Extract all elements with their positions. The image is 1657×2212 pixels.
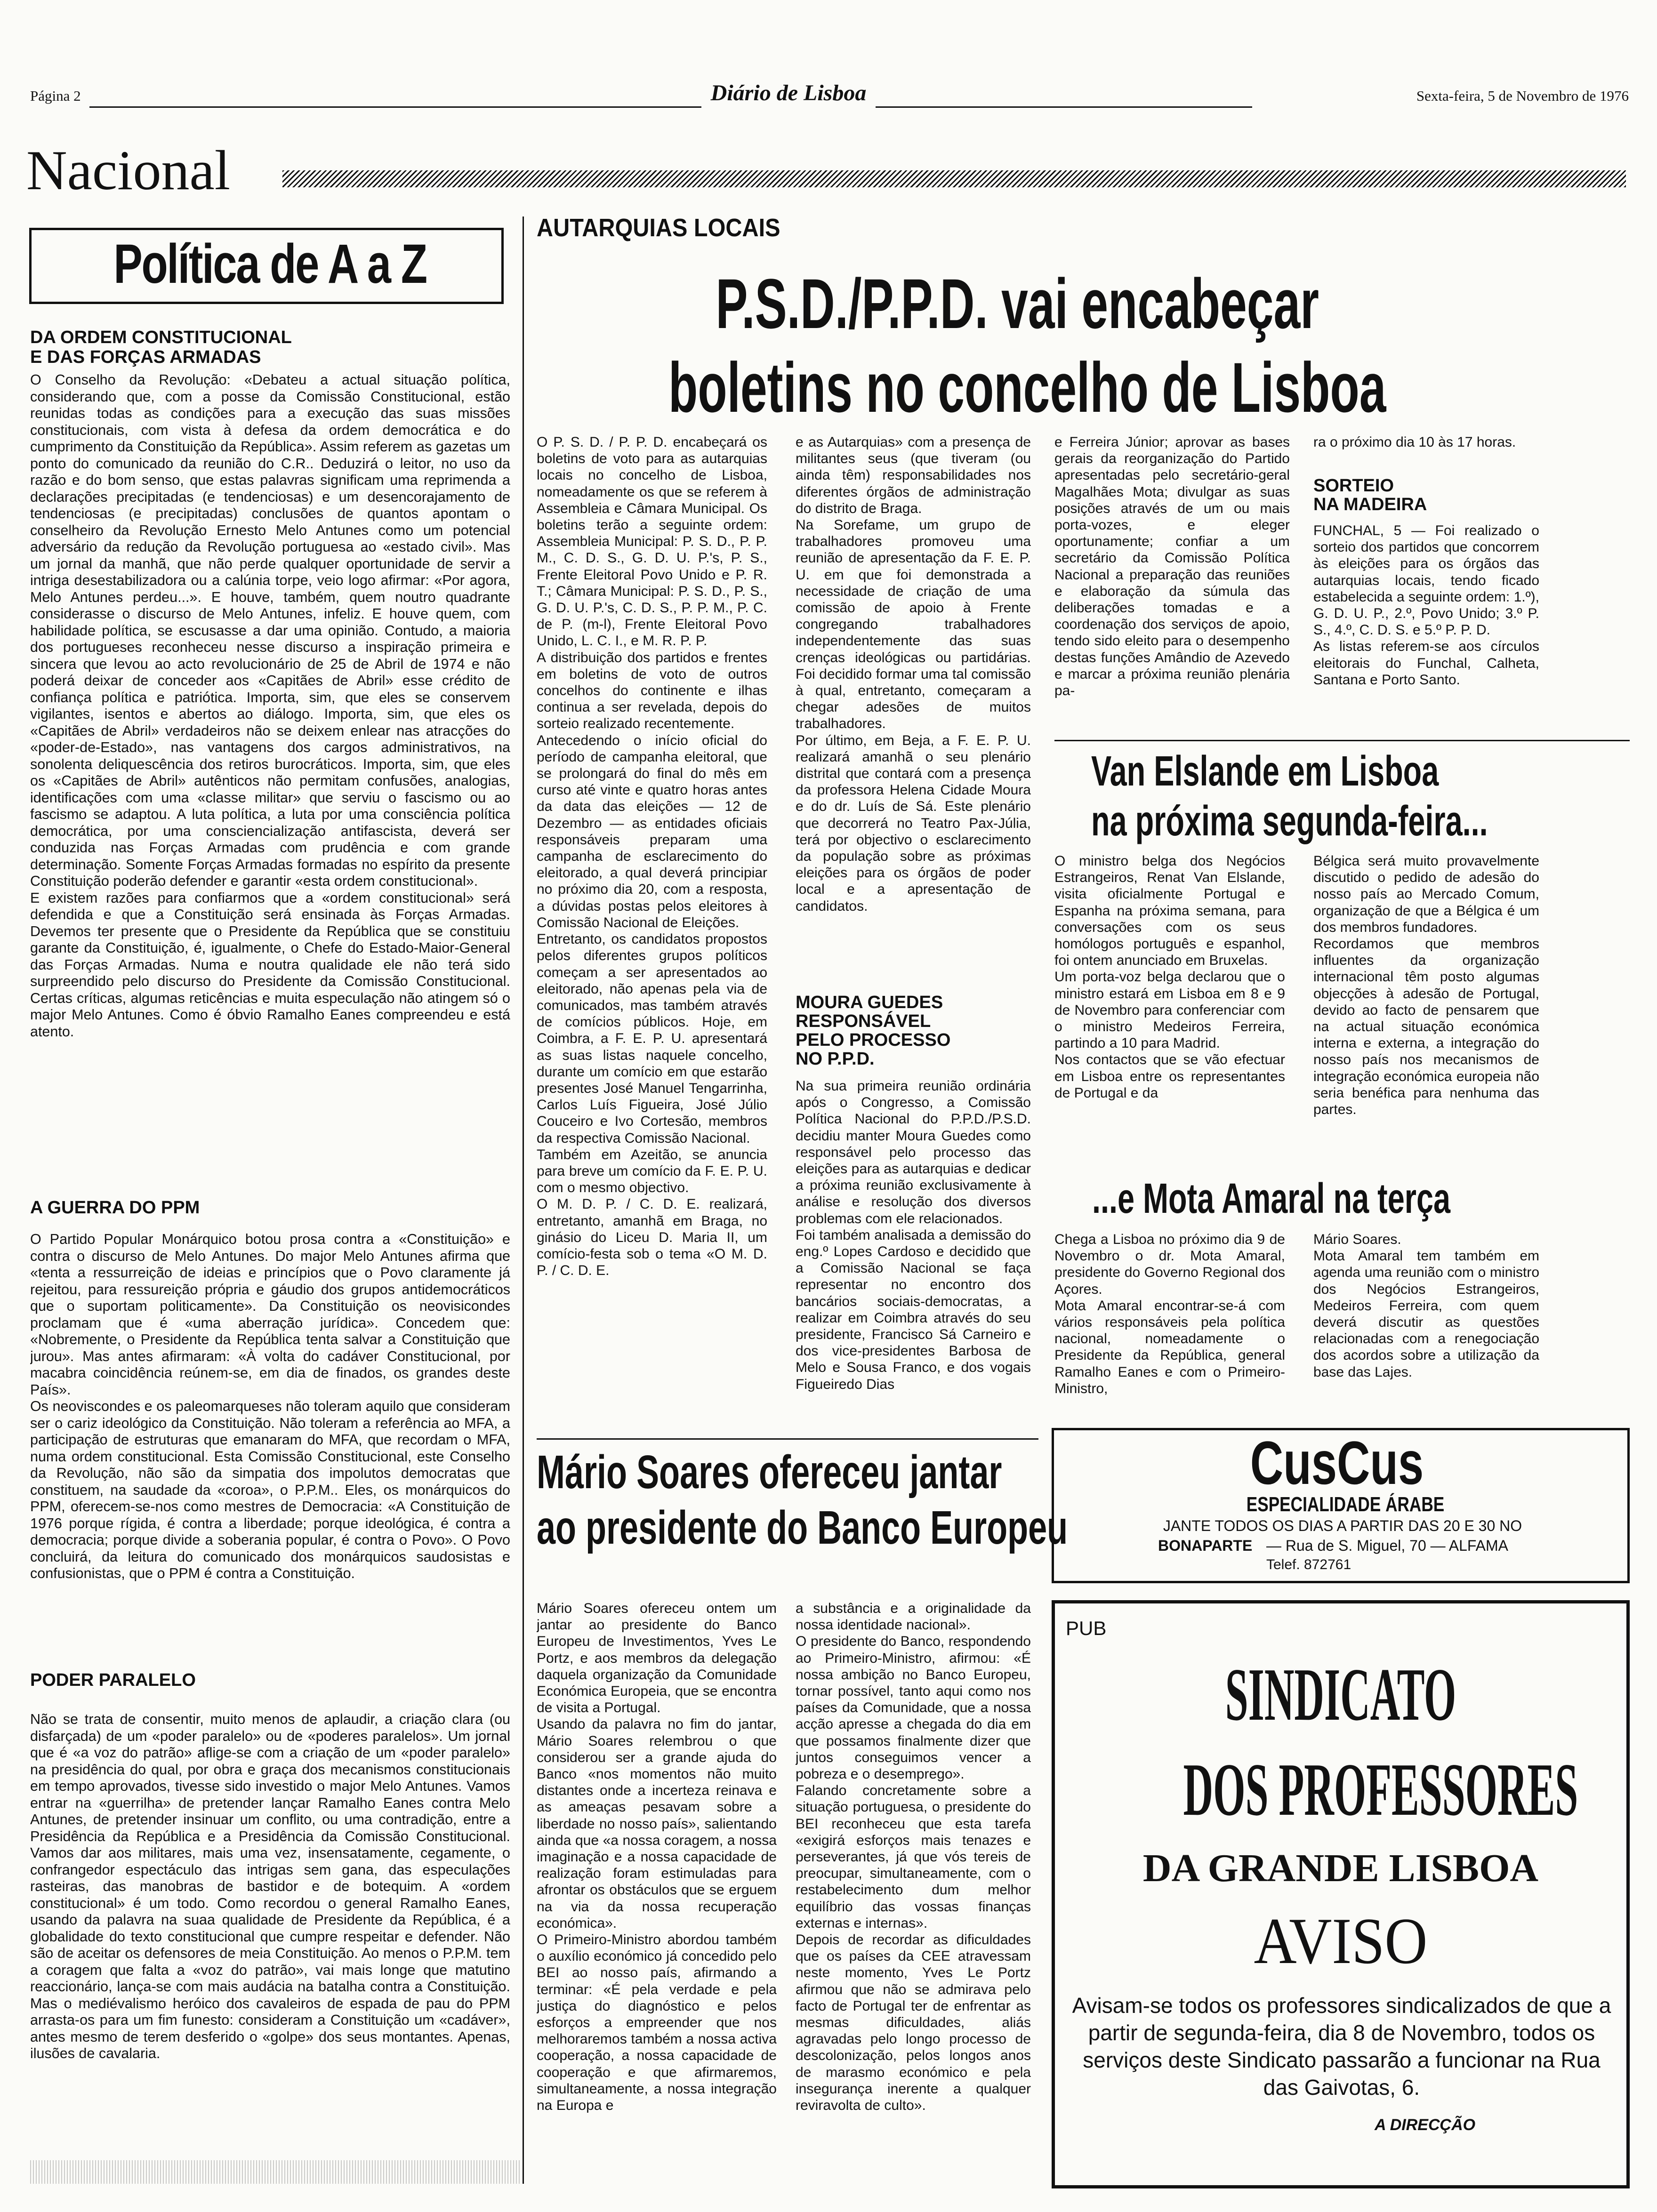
main-text-col4a: ra o próximo dia 10 às 17 horas. xyxy=(1313,434,1516,450)
column-divider-1 xyxy=(523,216,524,2184)
cuscus-phone: Telef. 872761 xyxy=(1266,1557,1351,1572)
van-divider-top xyxy=(1054,740,1630,741)
issue-date: Sexta-feira, 5 de Novembro de 1976 xyxy=(1416,88,1629,104)
main-text-col2a: e as Autarquias» com a presença de militantes seus (que tiveram (ou ainda têm) responsabilidades nos diferentes órgãos de administração do distrito de Braga. Na Sorefame, um grupo de trabalhadores promoveu uma reunião de apresentação da F. E. P. U. em que foi demonstrada a necessidade de criação de uma comissão de apoio à Frente congregando trabalhadores independentemente das suas crenças ideológicas ou partidárias. Foi decidido formar uma tal comissão à qual, entretanto, começaram a chegar adesões de muitos trabalhadores. Por último, em Beja, a F. E. P. U. realizará amanhã o seu plenário distrital que contará com a presença da professora Helena Cidade Moura e do dr. Luís de Sá. Este plenário que decorrerá no Teatro Pax-Júlia, terá por objectivo o esclarecimento da população sobre as próximas eleições para os órgãos de poder local e a apresentação de candidatos. xyxy=(796,434,1031,914)
heading-ordem-constitucional: DA ORDEM CONSTITUCIONAL E DAS FORÇAS ARMADAS xyxy=(30,328,292,367)
subhead-moura-guedes: MOURA GUEDES RESPONSÁVEL PELO PROCESSO NO P.P.D. xyxy=(796,993,951,1069)
mota-text-col1: Chega a Lisboa no próximo dia 9 de Novembro o dr. Mota Amaral, presidente do Governo Regional dos Açores. Mota Amaral encontrar-se-á com vários responsáveis pela política nacional, nomeadamente o Presidente da República, general Ramalho Eanes e com o Primeiro-Ministro, xyxy=(1054,1232,1285,1396)
pub-body: Avisam-se todos os professores sindicalizados de que a partir de segunda-feira, dia 8 de Novembro, todos os serviços deste Sindicato passarão a funcionar na Rua das Gaivotas, 6. xyxy=(1072,1993,1611,2100)
section-hatch-rule xyxy=(282,170,1626,187)
cuscus-specialty: ESPECIALIDADE ÁRABE xyxy=(1246,1493,1445,1516)
subhead-sorteio-madeira: SORTEIO NA MADEIRA xyxy=(1313,476,1427,514)
kicker: AUTARQUIAS LOCAIS xyxy=(537,214,780,242)
soares-headline-line1: Mário Soares ofereceu jantar xyxy=(537,1446,1002,1499)
bottom-noise-strip xyxy=(30,2160,520,2184)
soares-text-col2: a substância e a originalidade da nossa identidade nacional». O presidente do Banco, respondendo ao Primeiro-Ministro, afirmou: «É nossa ambição no Banco Europeu, tornar possível, tanto aqui como nos países da Comunidade, que a nossa acção apresse a chegada do dia em que possamos finalmente dizer que juntos conseguimos vencer a pobreza e o desemprego». Falando concretamente sobre a situação portuguesa, o presidente do BEI reconheceu que esta tarefa «exigirá esforços mais tenazes e perseverantes, já que vós tereis de preocupar, simultaneamente, com o restabelecimento dum melhor equilíbrio das vossas finanças externas e internas». Depois de recordar as dificuldades que os países da CEE atravessam neste momento, Yves Le Portz afirmou que não se admirava pelo facto de Portugal ter de enfrentar as mesmas dificuldades, aliás agravadas pelo longo processo de descolonização, pelos longos anos de marasmo económico e pela insegurança inerente a qualquer reviravolta de culto». xyxy=(796,1601,1031,2114)
soares-divider-top xyxy=(537,1438,1038,1440)
pub-line-grande-lisboa: DA GRANDE LISBOA xyxy=(1142,1846,1539,1890)
heading-guerra-ppm: A GUERRA DO PPM xyxy=(30,1198,200,1218)
pub-aviso: AVISO xyxy=(1254,1905,1428,1978)
van-text-col2: Bélgica será muito provavelmente discutido o pedido de adesão do nosso país ao Mercado Comum, organização de que a Bélgica é um dos membros fundadores. Recordamos que membros influentes da organização internacional têm posto algumas objecções à adesão de Portugal, devido ao facto de pensarem que na actual situação económica interna e externa, a integração do nosso país nos mecanismos de integração económica europeia não seria benéfica para nenhuma das partes. xyxy=(1313,853,1539,1118)
pub-line-sindicato: SINDICATO xyxy=(1225,1652,1456,1736)
text-poder-paralelo: Não se trata de consentir, muito menos de aplaudir, a criação clara (ou disfarçada) de um «poder paralelo» ou de «poderes paralelos». Um jornal que é «a voz do patrão» aflige-se com a criação de um «poder paralelo» na presidência do qual, por obra e graça dos mecanismos constitucionais em tempo aprovados, tivesse sido investido o major Melo Antunes. Vamos entrar na «guerrilha» de pretender lançar Ramalho Eanes contra Melo Antunes, de pretender insinuar um conflito, ou uma contradição, entre a Presidência da República e a Presidência da Comissão Constitucional. Vamos dar aos militares, mais uma vez, insensatamente, cegamente, o confrangedor espectáculo das intrigas sem gana, das especulações rasteiras, das manobras de bastidor e de botequim. A «ordem constitucional» é um todo. Como recordou o general Ramalho Eanes, usando da palavra na suaa qualidade de Presidente da República, é a globalidade do texto constitucional que cumpre respeitar e defender. Não são de aceitar os defensores de meia Constituição. Ao menos o P.P.M. tem a coragem que falta a «voz do patrão», vai mais longe que matutino reaccionário, lança-se com mais audácia na batalha contra a Constituição. Mas o mediévalismo heróico dos cavaleiros de espada de pau do PPM arrasta-os para um fim funesto: consideram a Constituição um «cadáver», antes mesmo de terem desferido o «golpe» dos seus montantes. Apenas, ilusões de cavalaria. xyxy=(30,1711,510,2061)
main-headline-line1: P.S.D./P.P.D. vai encabeçar xyxy=(716,264,1319,343)
main-headline-line2: boletins no concelho de Lisboa xyxy=(668,348,1386,427)
pub-tag: PUB xyxy=(1066,1617,1107,1639)
main-text-col3: e Ferreira Júnior; aprovar as bases gerais da reorganização do Partido apresentadas pelo secretário-geral Magalhães Mota; divulgar as suas posições através de um ou mais porta-vozes, e eleger oportunamente; confiar a um secretário da Comissão Política Nacional a preparação das reuniões e elaboração da súmula das deliberações tomadas e a coordenação dos serviços de apoio, tendo sido eleito para o desempenho destas funções Amândio de Azevedo e marcar a próxima reunião plenária pa- xyxy=(1054,434,1290,699)
soares-text-col1: Mário Soares ofereceu ontem um jantar ao presidente do Banco Europeu de Investimentos, Yves Le Portz, e aos membros da delegação daquela organização da Comunidade Económica Europeia, que se encontra de visita a Portugal. Usando da palavra no fim do jantar, Mário Soares relembrou o que considerou ser a grande ajuda do Banco «nos momentos não muito distantes onde a incerteza reinava e as ameaças pesavam sobre a liberdade no nosso país», salientando ainda que «a nossa coragem, a nossa imaginação e a nossa capacidade de realização foram estimuladas para afrontar os obstáculos que se erguem na via da nossa recuperação económica». O Primeiro-Ministro abordou também o auxílio económico já concedido pelo BEI ao nosso país, afirmando a terminar: «É pela verdade e pela justiça do diagnóstico e pelos esforços a empreender que nos melhoraremos também a nossa activa cooperação, a nossa capacidade de cooperação e que afirmaremos, simultaneamente, a nossa integração na Europa e xyxy=(537,1601,777,2114)
text-ordem-constitucional: O Conselho da Revolução: «Debateu a actual situação política, considerando que, com a posse da Comissão Constitucional, estão reunidas todas as condições para a execução das suas missões constitucionais, com vista à defesa da ordem democrática e do cumprimento da Constituição da República». Assim referem as gazetas um ponto do comunicado da reunião do C.R.. Deduzirá o leitor, no uso da razão e do bom senso, que estas palavras significam uma reprimenda a declarações precipitadas (e tendenciosas) e um desencorajamento de tendenciosas (e precipitadas) conclusões de quantos apontam o conselheiro da Revolução Ernesto Melo Antunes como um potencial adversário da redução da Revolução portuguesa ao «estado civil». Mas um jornal da manhã, que não perde qualquer oportunidade de servir a intriga desestabilizadora ou a calúnia torpe, veio logo afirmar: «Por agora, Melo Antunes perdeu...». E houve, também, quem noutro quadrante considerasse o discurso de Melo Antunes, infeliz. E houve quem, com habilidade política, se escusasse a dar uma opinião. Contudo, a maioria dos portugueses reconheceu nesse discurso a inspiração primeira e sincera que levou ao acto revolucionário de 25 de Abril de 1974 e não poderá deixar de conceder aos «Capitães de Abril» esse crédito de confiança política e patriótica. Importa, sim, que eles se conservem vigilantes, isentos e abertos ao diálogo. Importa, sim, que eles os «Capitães de Abril» verdadeiros não se deixem enlear nas atracções do «poder-de-Estado», nas vantagens dos cargos administrativos, na sonolenta deliquescência dos retiros burocráticos. Importa, sim, que eles os «Capitães de Abril» autênticos não permitam confusões, analogias, identificações com uma «classe militar» que serviu o fascismo ou ao fascismo se adaptou. A luta política, a luta por uma consciência política democrática, por uma consciencialização antifascista, deverá ser conduzida nas Forças Armadas com prudência e com grande determinação. Somente Forças Armadas formadas no espírito da presente Constituição poderão defender e garantir «esta ordem constitucional». E existem razões para confiarmos que a «ordem constitucional» será defendida e que a Constituição será ensinada às Forças Armadas. Devemos ter presente que o Presidente da República que se constituiu garante da Constituição, é, igualmente, o Chefe do Estado-Maior-General das Forças Armadas. Numa e noutra qualidade ele não terá sido surpreendido pelo discurso do Presidente da Comissão Constitucional. Certas críticas, algumas reticências e muita especulação não atingem só o major Melo Antunes. Como é óbvio Ramalho Eanes compreendeu e está atento. xyxy=(30,372,510,1040)
politica-box-title: Política de A a Z xyxy=(113,233,426,295)
page-number: Página 2 xyxy=(30,88,81,104)
cuscus-name: CusCus xyxy=(1250,1428,1424,1497)
main-text-col4b: FUNCHAL, 5 — Foi realizado o sorteio dos partidos que concorrem às eleições para os órgãos das autarquias locais, tendo ficado estabelecida a seguinte ordem: 1.º), G. D. U. P., 2.º, Povo Unido; 3.º P. S., 4.º, C. D. S. e 5.º P. P. D. As listas referem-se aos círculos eleitorais do Funchal, Calheta, Santana e Porto Santo. xyxy=(1313,523,1539,688)
newspaper-title: Diário de Lisboa xyxy=(710,80,867,105)
pub-signature: A DIRECÇÃO xyxy=(1375,2116,1476,2134)
heading-poder-paralelo: PODER PARALELO xyxy=(30,1670,196,1690)
section-title: Nacional xyxy=(26,139,231,201)
cuscus-hours: JANTE TODOS OS DIAS A PARTIR DAS 20 E 30 NO xyxy=(1163,1517,1522,1534)
main-text-col1: O P. S. D. / P. P. D. encabeçará os boletins de voto para as autarquias locais no concelho de Lisboa, nomeadamente os que se referem à Assembleia e Câmara Municipal. Os boletins terão a seguinte ordem: Assembleia Municipal: P. S. D., P. P. M., C. D. S., G. D. U. P.'s, P. S., Frente Eleitoral Povo Unido e P. R. T.; Câmara Municipal: P. S. D., P. S., G. D. U. P.'s, C. D. S., P. P. M., P. C. de P. (m-l), Frente Eleitoral Povo Unido, L. C. I., e M. R. P. P. A distribuição dos partidos e frentes em boletins de voto de outros concelhos do continente e ilhas continua a ser revelada, depois do sorteio realizado recentemente. Antecedendo o início oficial do período de campanha eleitoral, que se prolongará do final do mês em curso até vinte e quatro horas antes da data das eleições — 12 de Dezembro — as entidades oficiais responsáveis preparam uma campanha de esclarecimento do eleitorado, a qual deverá principiar no próximo dia 20, com a resposta, a dúvidas postas pelos eleitores à Comissão Nacional de Eleições. Entretanto, os candidatos propostos pelos diferentes grupos políticos começam a ser apresentados ao eleitorado, não apenas pela via de comunicados, mas também através de comícios públicos. Hoje, em Coimbra, a F. E. P. U. apresentará as suas listas naquele concelho, durante um comício em que estarão presentes José Manuel Tengarrinha, Carlos Luís Figueira, José Júlio Couceiro e Ivo Cortesão, membros da respectiva Comissão Nacional. Também em Azeitão, se anuncia para breve um comício da F. E. P. U. com o mesmo objectivo. O M. D. P. / C. D. E. realizará, entretanto, amanhã em Braga, no ginásio do Liceu D. Maria II, um comício-festa sob o tema «O M. D. P. / C. D. E. xyxy=(537,434,767,1279)
van-text-col1: O ministro belga dos Negócios Estrangeiros, Renat Van Elslande, visita oficialmente Portugal e Espanha na próxima semana, para conversações com os seus homólogos português e espanhol, foi ontem anunciado em Bruxelas. Um porta-voz belga declarou que o ministro estará em Lisboa em 8 e 9 de Novembro para conferenciar com o ministro Medeiros Ferreira, partindo a 10 para Madrid. Nos contactos que se vão efectuar em Lisboa entre os representantes de Portugal e da xyxy=(1054,853,1285,1101)
main-text-col2b: Na sua primeira reunião ordinária após o Congresso, a Comissão Política Nacional do P.P.D./P.S.D. decidiu manter Moura Guedes como responsável pelo processo das eleições para as autarquias e dedicar a próxima reunião exclusivamente à análise e resolução dos diversos problemas com ele relacionados. Foi também analisada a demissão do eng.º Lopes Cardoso e decidido que a Comissão Nacional se faça representar no encontro dos bancários sociais-democratas, a realizar em Coimbra através do seu presidente, Francisco Sá Carneiro e dos vice-presidentes Barbosa de Melo e Sousa Franco, e dos vogais Figueiredo Dias xyxy=(796,1078,1031,1392)
mota-text-col2: Mário Soares. Mota Amaral tem também em agenda uma reunião com o ministro dos Negócios Estrangeiros, Medeiros Ferreira, com quem deverá discutir as questões relacionadas com a renegociação dos acordos sobre a utilização da base das Lajes. xyxy=(1313,1232,1539,1380)
masthead-rule-right xyxy=(876,106,1252,108)
cuscus-address: — Rua de S. Miguel, 70 — ALFAMA xyxy=(1266,1537,1509,1554)
pub-line-professores: DOS PROFESSORES xyxy=(1183,1747,1578,1831)
soares-headline-line2: ao presidente do Banco Europeu xyxy=(537,1501,1068,1554)
text-guerra-ppm: O Partido Popular Monárquico botou prosa contra a «Constituição» e contra o discurso de Melo Antunes. Do major Melo Antunes afirma que «tenta a ressurreição de ideias e princípios que o Povo claramente já rejeitou, para ressureição própria e gáudio dos grupos antidemocráticos que o suportam politicamente». Da Constituição os neovisicondes proclamam que é «uma aberração jurídica». Concedem que: «Nobremente, o Presidente da República tenta salvar a Constituição que jurou». Mas antes afirmaram: «À volta do cadáver Constitucional, por macabra coincidência reúnem-se, em dia de finados, os grandes deste País». Os neoviscondes e os paleomarqueses não toleram aquilo que consideram ser o cariz ideológico da Constituição. Não toleram a referência ao MFA, a participação de estruturas que emanaram do MFA, que recordam o MFA, numa ordem constitucional. Esta Comissão Constitucional, este Conselho da Revolução, não são da simpatia dos impolutos democratas que constituem, na saudade da «coroa», o P.P.M.. Eles, os monárquicos do PPM, oferecem-se-nos como mestres de Democracia: «A Constituição de 1976 porque rígida, é contra a liberdade; porque ideológica, é contra a democracia; porque divide a soberania popular, é contra o Povo». O Povo concluirá, da leitura do comunicado dos monárquicos saudosistas e confusionistas, que o PPM é contra a Constituição. xyxy=(30,1231,510,1581)
masthead-rule-left xyxy=(89,106,701,108)
mota-headline: ...e Mota Amaral na terça xyxy=(1092,1175,1451,1222)
van-headline-line2: na próxima segunda-feira... xyxy=(1091,798,1488,845)
van-headline-line1: Van Elslande em Lisboa xyxy=(1091,748,1439,795)
cuscus-bonaparte: BONAPARTE xyxy=(1158,1537,1253,1554)
